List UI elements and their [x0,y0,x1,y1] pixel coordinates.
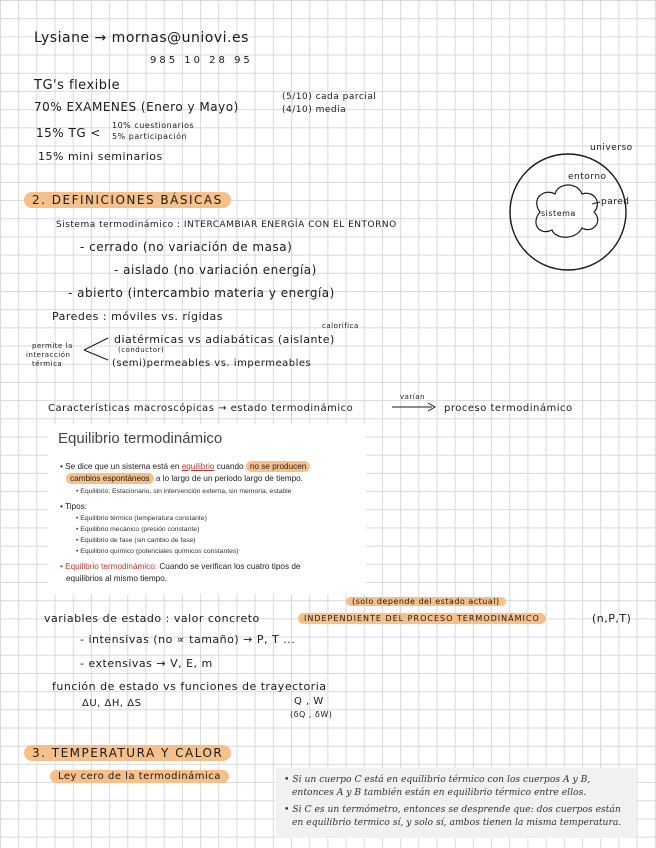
system-definition: Sistema termodinámico : INTERCAMBIAR ENERGÍA CON EL ENTORNO [56,220,397,230]
slide-t1: Equilibrio térmico (temperatura constante) [80,515,207,522]
slide-type-2: • Equilibrio mecánico (presión constante) [76,526,200,533]
state-extensive: - extensivas → V, E, m [80,657,213,670]
slide-type-4: • Equilibrio químico (potenciales químicos constantes) [76,548,239,555]
slide-b3: Cuando se verifican los cuatro tipos de [157,562,301,571]
slide-type-1: • Equilibrio térmico (temperatura constante) [76,515,207,522]
slide-bullet-3-line-2: equilibrios al mismo tiempo. [66,574,168,583]
walls-thermal-top: calorífica [322,322,359,330]
diagram-wall: pared [601,197,630,207]
slide-t4: Equilibrio químico (potenciales químicos constantes) [80,548,239,555]
slide-bullet-1-line-2 [66,474,303,483]
section-3-heading: 3. TEMPERATURA Y CALOR [24,745,231,761]
slide-tipos-label: Tipos: [65,502,87,511]
system-closed: - cerrado (no variación de masa) [80,240,293,254]
macro-arrow-label: varían [400,393,425,401]
contact-line: Lysiane → mornas@uniovi.es [34,30,249,46]
diagram-universe: universo [590,143,633,153]
slide-b1-pre: Se dice que un sistema está en [65,462,182,471]
slide-tipos: • Tipos: [60,502,87,511]
quote-2a-text: Si C es un termómetro, entonces se desprende que: dos cuerpos están [292,804,621,815]
state-qw: Q , W [294,696,324,707]
slide-b3-red: Equilibrio termodinámico: [65,562,158,571]
section-2-heading: 2. DEFINICIONES BÁSICAS [24,192,231,208]
walls-types: Paredes : móviles vs. rígidas [52,310,223,323]
state-deltas: ΔU, ΔH, ΔS [82,698,142,709]
slide-b1-link[interactable]: equilibrio [181,462,215,471]
state-qw-sub: (δQ , δW) [290,710,333,719]
side-note-2: interacción [26,351,71,359]
diagram-surroundings: entorno [568,172,607,182]
grading-seminars: 15% mini seminarios [38,150,163,163]
equilibrium-slide [48,424,366,594]
grading-exam-note-1: (5/10) cada parcial [282,92,377,102]
slide-t3: Equilibrio de fase (sin cambio de fase) [80,537,196,544]
slide-b1-highlight: no se producen [246,461,310,472]
grading-exam-note-2: (4/10) media [282,105,347,115]
state-vars-highlight: INDEPENDIENTE DEL PROCESO TERMODINÁMICO [298,613,546,624]
slide-b1-line2: a lo largo de un periodo largo de tiempo. [153,474,303,483]
macro-characteristics: Características macroscópicas → estado termodinámico [48,403,354,414]
slide-t2: Equilibrio mecánico (presión constante) [80,526,200,533]
side-note-1: permite la [32,342,73,350]
slide-type-3: • Equilibrio de fase (sin cambio de fase) [76,537,196,544]
state-function: función de estado vs funciones de trayectoria [52,680,327,693]
grading-exams: 70% EXAMENES (Enero y Mayo) [34,100,239,114]
state-intensive: - intensivas (no ∝ tamaño) → P, T ... [80,633,296,646]
quote-1a-text: Si un cuerpo C está en equilibrio térmico con los cuerpos A y B, [292,774,591,785]
quote-1b: entonces A y B también están en equilibrio térmico entre ellos. [292,787,587,798]
slide-b1-line2-highlight: cambios espontáneos [66,473,154,484]
system-isolated: - aislado (no variación energía) [114,263,317,277]
state-top-note: (solo depende del estado actual) [346,597,506,606]
grading-tg-b: 5% participación [112,132,188,141]
quote-1a: • Si un cuerpo C está en equilibrio térmico con los cuerpos A y B, [284,774,591,785]
zeroth-law: Ley cero de la termodinámica [50,770,229,783]
contact-phone: 985 10 28 95 [150,55,253,66]
walls-thermal: diatérmicas vs adiabáticas (aislante) [114,333,335,346]
quote-2a: • Si C es un termómetro, entonces se desprende que: dos cuerpos están [284,804,621,815]
state-vars-post: (n,P,T) [592,612,632,625]
side-note-bracket [82,336,112,364]
slide-bullet-1: • Se dice que un sistema está en equilibrio cuando no se producen [60,462,310,471]
macro-process: proceso termodinámico [444,403,573,414]
system-open: - abierto (intercambio materia y energía) [68,286,335,300]
side-note-3: térmica [32,360,63,368]
system-diagram [500,138,650,278]
grading-tg-a: 10% cuestionarios [112,121,195,130]
macro-arrow [392,402,438,412]
slide-b1-sub: Equilibrio: Estacionario, sin intervención externa, sin memoria, estable [80,488,292,495]
diagram-system: sistema [541,209,576,218]
walls-permeable: (semi)permeables vs. impermeables [112,358,312,369]
quote-2b: en equilibrio termico sí, y solo sí, ambos tienen la misma temperatura. [292,817,622,828]
walls-thermal-sub: (conductor) [118,346,165,354]
grading-title: TG's flexible [34,78,121,93]
slide-title: Equilibrio termodinámico [58,430,223,447]
state-vars: variables de estado : valor concreto [44,612,260,625]
slide-b1-mid: cuando [214,462,246,471]
grading-tg: 15% TG < [36,126,101,140]
slide-bullet-3: • Equilibrio termodinámico: Cuando se verifican los cuatro tipos de [60,562,301,571]
zeroth-law-quote [276,768,636,838]
slide-sub-1: • Equilibrio: Estacionario, sin intervención externa, sin memoria, estable [76,488,292,495]
